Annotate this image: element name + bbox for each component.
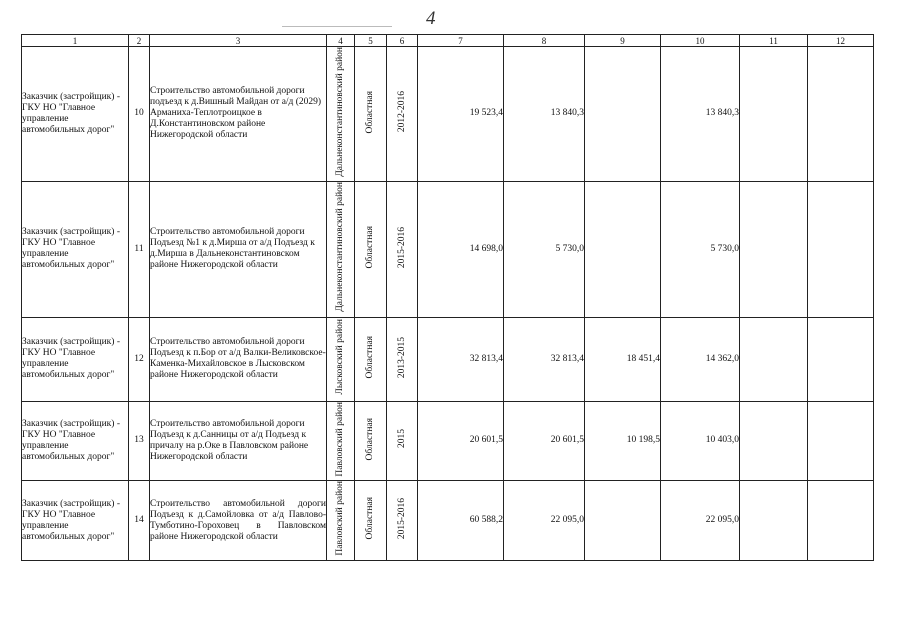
- district-text: Дальнеконстантиновский район: [335, 47, 345, 177]
- table-row: [22, 181, 874, 317]
- district-text: Дальнеконстантиновский район: [335, 182, 345, 312]
- district-cell: [327, 317, 355, 401]
- value-cell-10: 10 403,0: [661, 401, 740, 481]
- district-text: Павловский район: [335, 401, 345, 477]
- period-cell: [387, 317, 418, 401]
- table-row: [22, 317, 874, 401]
- level-text: Областная: [365, 335, 375, 379]
- district-cell: [327, 181, 355, 317]
- value-cell-7: 20 601,5: [418, 401, 504, 481]
- row-number-cell: 11: [129, 181, 150, 317]
- table-row: [22, 401, 874, 481]
- level-cell: [355, 181, 387, 317]
- level-text: Областная: [365, 497, 375, 540]
- value-cell-10: 22 095,0: [661, 481, 740, 561]
- column-header: 12: [808, 35, 874, 47]
- column-header: 1: [22, 35, 129, 47]
- value-cell-7: 19 523,4: [418, 47, 504, 182]
- value-cell-11: [740, 317, 808, 401]
- value-cell-8: 22 095,0: [504, 481, 585, 561]
- row-number-cell: 10: [129, 47, 150, 182]
- value-cell-12: [808, 317, 874, 401]
- period-cell: [387, 181, 418, 317]
- value-cell-8: 20 601,5: [504, 401, 585, 481]
- object-cell: Строительство автомобильной дороги Подъезд к д.Самойловка от а/д Павлово-Тумботино-Гороховец в Павловском районе Нижегородской области: [150, 481, 327, 561]
- column-header: 2: [129, 35, 150, 47]
- table-row: [22, 47, 874, 182]
- value-cell-12: [808, 181, 874, 317]
- object-cell: Строительство автомобильной дороги подъезд к д.Вишный Майдан от а/д (2029) Арманиха-Теплотроицкое в Д.Константиновском районе Нижегородской области: [150, 47, 327, 182]
- period-text: 2015-2016: [396, 226, 407, 268]
- row-number-cell: 14: [129, 481, 150, 561]
- value-cell-9: [585, 47, 661, 182]
- value-cell-8: 13 840,3: [504, 47, 585, 182]
- value-cell-12: [808, 47, 874, 182]
- value-cell-11: [740, 481, 808, 561]
- level-text: Областная: [365, 225, 375, 269]
- period-cell: [387, 481, 418, 561]
- object-cell: Строительство автомобильной дороги Подъезд к п.Бор от а/д Валки-Великовское-Каменка-Михайловское в Лысковском районе Нижегородской области: [150, 317, 327, 401]
- row-number-cell: 12: [129, 317, 150, 401]
- page-number-mark: 4: [426, 8, 436, 29]
- value-cell-9: [585, 481, 661, 561]
- district-cell: [327, 401, 355, 481]
- customer-cell: Заказчик (застройщик) - ГКУ НО "Главное управление автомобильных дорог": [22, 481, 129, 561]
- customer-cell: Заказчик (застройщик) - ГКУ НО "Главное управление автомобильных дорог": [22, 317, 129, 401]
- value-cell-12: [808, 401, 874, 481]
- value-cell-7: 60 588,2: [418, 481, 504, 561]
- column-header: 10: [661, 35, 740, 47]
- value-cell-10: 5 730,0: [661, 181, 740, 317]
- column-header: 7: [418, 35, 504, 47]
- level-cell: [355, 47, 387, 182]
- column-header: 8: [504, 35, 585, 47]
- value-cell-9: [585, 181, 661, 317]
- value-cell-9: 18 451,4: [585, 317, 661, 401]
- value-cell-11: [740, 401, 808, 481]
- top-rule: [282, 26, 392, 27]
- column-header: 5: [355, 35, 387, 47]
- column-header: 9: [585, 35, 661, 47]
- district-cell: [327, 47, 355, 182]
- column-header: 4: [327, 35, 355, 47]
- level-text: Областная: [365, 90, 375, 134]
- period-text: 2015-2016: [396, 498, 407, 540]
- table-row: [22, 481, 874, 561]
- value-cell-7: 32 813,4: [418, 317, 504, 401]
- level-cell: [355, 401, 387, 481]
- period-text: 2013-2015: [396, 336, 407, 378]
- district-text: Павловский район: [335, 481, 345, 556]
- value-cell-8: 5 730,0: [504, 181, 585, 317]
- value-cell-7: 14 698,0: [418, 181, 504, 317]
- customer-cell: Заказчик (застройщик) - ГКУ НО "Главное управление автомобильных дорог": [22, 181, 129, 317]
- period-cell: [387, 401, 418, 481]
- period-text: 2012-2016: [396, 91, 407, 133]
- value-cell-12: [808, 481, 874, 561]
- level-cell: [355, 317, 387, 401]
- customer-cell: Заказчик (застройщик) - ГКУ НО "Главное управление автомобильных дорог": [22, 401, 129, 481]
- level-text: Областная: [365, 417, 375, 461]
- data-table: [21, 34, 874, 561]
- value-cell-11: [740, 181, 808, 317]
- district-text: Лысковский район: [335, 319, 345, 395]
- row-number-cell: 13: [129, 401, 150, 481]
- column-number-row: [22, 35, 874, 47]
- value-cell-11: [740, 47, 808, 182]
- value-cell-8: 32 813,4: [504, 317, 585, 401]
- column-header: 11: [740, 35, 808, 47]
- value-cell-10: 13 840,3: [661, 47, 740, 182]
- district-cell: [327, 481, 355, 561]
- period-text: 2015: [396, 429, 407, 449]
- value-cell-9: 10 198,5: [585, 401, 661, 481]
- column-header: 6: [387, 35, 418, 47]
- column-header: 3: [150, 35, 327, 47]
- period-cell: [387, 47, 418, 182]
- value-cell-10: 14 362,0: [661, 317, 740, 401]
- object-cell: Строительство автомобильной дороги Подъезд №1 к д.Мирша от а/д Подъезд к д.Мирша в Дальнеконстантиновском районе Нижегородской области: [150, 181, 327, 317]
- level-cell: [355, 481, 387, 561]
- customer-cell: Заказчик (застройщик) - ГКУ НО "Главное управление автомобильных дорог": [22, 47, 129, 182]
- object-cell: Строительство автомобильной дороги Подъезд к д.Санницы от а/д Подъезд к причалу на р.Оке в Павловском районе Нижегородской области: [150, 401, 327, 481]
